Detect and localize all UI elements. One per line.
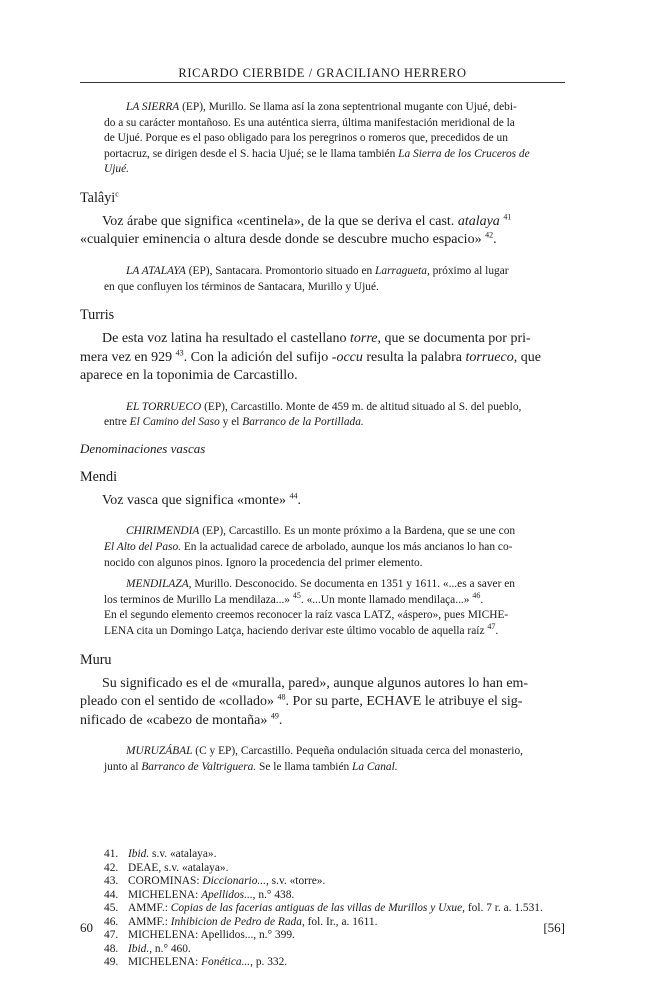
entry-italic: La Sierra de los Cruceros de (398, 147, 530, 160)
subsection-heading-vascas: Denominaciones vascas (80, 440, 206, 456)
header-rule (80, 82, 565, 83)
footnote: 41. Ibid. s.v. «atalaya». (104, 848, 217, 860)
entry-name: LA SIERRA (126, 101, 180, 113)
entry-chirimendia: CHIRIMENDIA (EP), Carcastillo. Es un monte próximo a la Bardena, que se une con El Alto del Paso. En la actualidad carece de arbolado, aunque los más ancianos lo han co- nocido con algunos pinos. Ignoro la procedencia del primer elemento. (104, 525, 516, 569)
footnote: 47. MICHELENA: Apellidos..., n.° 399. (104, 929, 295, 941)
paragraph-turris: De esta voz latina ha resultado el castellano torre, que se documenta por pri- mera vez en 929 $^{43}$. Con la adición del sufijo -occu resulta la palabra torrueco, que aparece en la toponimia de Carcastillo. (80, 331, 541, 384)
entry-text: de Ujué. Porque es el paso obligado para los peregrinos o romeros que, precedidos de un (104, 132, 508, 145)
page-number: 60 (80, 920, 93, 935)
running-header: RICARDO CIERBIDE / GRACILIANO HERRERO (178, 66, 467, 80)
body-text (80, 100, 565, 775)
entry-el-torrueco: EL TORRUECO (EP), Carcastillo. Monte de 459 m. de altitud situado al S. del pueblo, entre El Camino del Saso y el Barranco de la Portillada. (104, 400, 522, 429)
entry-italic: Ujué. (104, 163, 129, 176)
footnote: 46. AMMF.: Inhibicion de Pedro de Rada, fol. Ir., a. 1611. (104, 915, 378, 928)
entry-muruzabal: MURUZÁBAL (C y EP), Carcastillo. Pequeña ondulación situada cerca del monasterio, junto al Barranco de Valtriguera. Se le llama también La Canal. (104, 745, 523, 773)
entry-la-sierra (104, 100, 565, 178)
section-heading-mendi: Mendi (80, 468, 118, 485)
footnote: 42. DEAE, s.v. «atalaya». (104, 861, 229, 874)
entry-la-atalaya: LA ATALAYA (EP), Santacara. Promontorio situado en Larragueta, próximo al lugar en que confluyen los términos de Santacara, Murillo y Ujué. (104, 264, 509, 293)
entry-mendilaza: MENDILAZA, Murillo. Desconocido. Se documenta en 1351 y 1611. «...es a saver en los terminos de Murillo La mendilaza...» $^{45}$. «...Un monte llamado mendilaça...» $^{46}$. En el segundo elemento creemos reconocer la raíz vasca LATZ, «áspero», pues MICHE- LENA cita un Domingo Latça, haciendo derivar este último vocablo de aquella raíz $^{47}$. (104, 578, 516, 637)
section-heading-talayi: Talâyi$^c$ (80, 189, 119, 206)
paragraph-muru: Su significado es el de «muralla, pared», aunque algunos autores lo han em- pleado con el sentido de «collado» $^{48}$. Por su parte, ECHAVE le atribuye el sig- nificado de «cabezo de montaña» $^{49}$. (80, 675, 529, 728)
entry-text: (EP), Murillo. Se llama así la zona septentrional mugante con Ujué, debi- (179, 101, 517, 113)
entry-text: do a su carácter montañoso. Es una auténtica sierra, última manifestación meridional de la (104, 116, 515, 129)
footnote: 43. COROMINAS: Diccionario..., s.v. «torre». (104, 875, 326, 887)
footnotes (80, 848, 565, 970)
original-page-number: [56] (543, 920, 565, 935)
footnote: 49. MICHELENA: Fonética..., p. 332. (104, 956, 288, 968)
section-heading-turris: Turris (80, 307, 115, 324)
footnote: 48. Ibid., n.° 460. (104, 942, 191, 955)
paragraph-talayi: Voz árabe que significa «centinela», de la que se deriva el cast. atalaya $^{41}$ «cualquier eminencia o altura desde donde se descubre mucho espacio» $^{42}$. (80, 212, 512, 248)
footnote: 45. AMMF.: Copias de las facerias antiguas de las villas de Murillos y Uxue, fol. 7 r. a. 1.531. (104, 902, 543, 914)
section-heading-muru: Muru (80, 651, 112, 668)
paragraph-mendi: Voz vasca que significa «monte» $^{44}$. (102, 491, 302, 508)
entry-text: portacruz, se dirigen desde el S. hacia Ujué; se le llama también (104, 147, 399, 160)
footnote: 44. MICHELENA: Apellidos..., n.° 438. (104, 888, 295, 901)
